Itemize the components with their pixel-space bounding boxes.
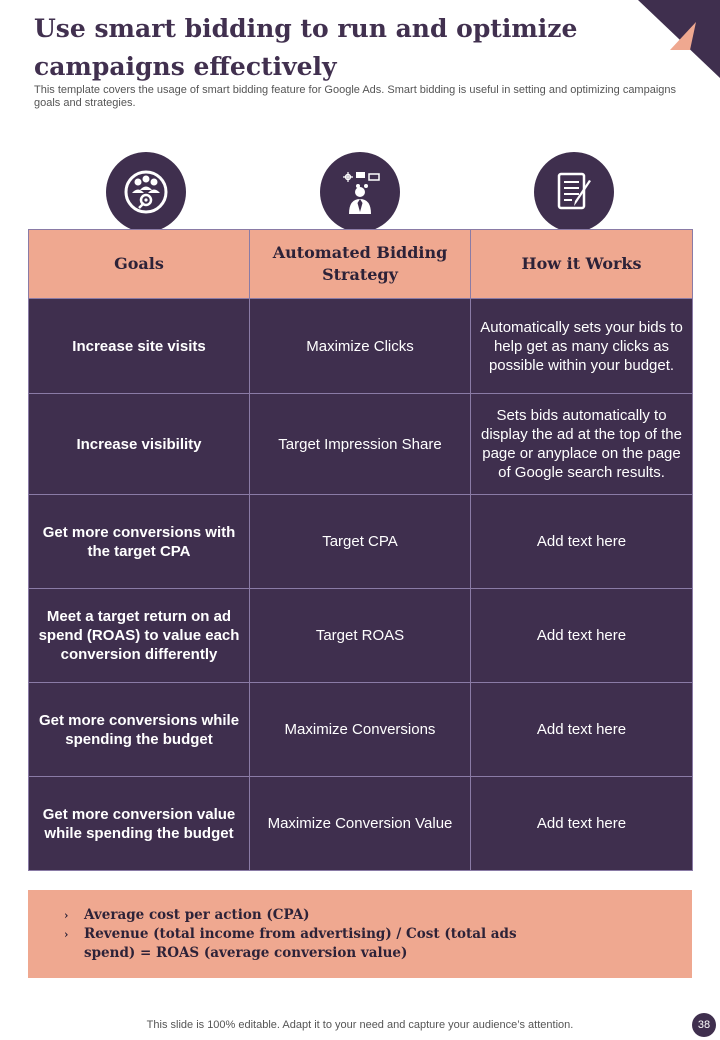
header-goals: Goals xyxy=(29,230,250,299)
how-it-works-cell: Add text here xyxy=(471,589,693,683)
goal-cell: Get more conversions with the target CPA xyxy=(29,495,250,589)
table-row xyxy=(29,495,693,589)
table-row xyxy=(29,589,693,683)
strategy-cell: Target CPA xyxy=(250,495,471,589)
how-it-works-cell: Add text here xyxy=(471,683,693,777)
strategy-cell: Maximize Conversions xyxy=(250,683,471,777)
header-strategy: Automated Bidding Strategy xyxy=(250,230,471,299)
strategy-cell: Target ROAS xyxy=(250,589,471,683)
goal-cell: Meet a target return on ad spend (ROAS) to value each conversion differently xyxy=(29,589,250,683)
corner-decoration xyxy=(638,0,720,78)
note-item xyxy=(64,906,692,925)
goal-cell: Increase visibility xyxy=(29,394,250,495)
goal-cell: Increase site visits xyxy=(29,299,250,394)
note-text: Average cost per action (CPA) xyxy=(84,907,310,923)
team-target-icon xyxy=(106,152,186,232)
note-item xyxy=(64,925,692,963)
note-text: Revenue (total income from advertising) / Cost (total ads spend) = ROAS (average conversion value) xyxy=(84,926,517,961)
how-it-works-cell: Add text here xyxy=(471,495,693,589)
how-it-works-cell: Sets bids automatically to display the ad at the top of the page or anyplace on the page of Google search results. xyxy=(471,394,693,495)
how-it-works-cell: Add text here xyxy=(471,777,693,871)
presenter-icon xyxy=(320,152,400,232)
table-header-row xyxy=(29,230,693,299)
table-row xyxy=(29,394,693,495)
chevron-right-icon: › xyxy=(64,909,69,922)
strategy-cell: Maximize Conversion Value xyxy=(250,777,471,871)
goal-cell: Get more conversion value while spending the budget xyxy=(29,777,250,871)
table-row xyxy=(29,683,693,777)
table-row xyxy=(29,777,693,871)
page-number: 38 xyxy=(692,1013,716,1037)
strategy-cell: Target Impression Share xyxy=(250,394,471,495)
checklist-icon xyxy=(534,152,614,232)
notes-box xyxy=(28,890,692,978)
strategy-cell: Maximize Clicks xyxy=(250,299,471,394)
table-row xyxy=(29,299,693,394)
chevron-right-icon: › xyxy=(64,928,69,941)
footer-text: This slide is 100% editable. Adapt it to your need and capture your audience’s attention. xyxy=(146,1019,574,1031)
page-title: Use smart bidding to run and optimize campaigns effectively xyxy=(34,14,578,81)
page-subtitle: This template covers the usage of smart bidding feature for Google Ads. Smart bidding is useful in setting and optimizing campaigns goals and strategies. xyxy=(34,84,677,109)
header-how-it-works: How it Works xyxy=(471,230,693,299)
bidding-strategy-table xyxy=(28,229,693,871)
how-it-works-cell: Automatically sets your bids to help get as many clicks as possible within your budget. xyxy=(471,299,693,394)
goal-cell: Get more conversions while spending the budget xyxy=(29,683,250,777)
